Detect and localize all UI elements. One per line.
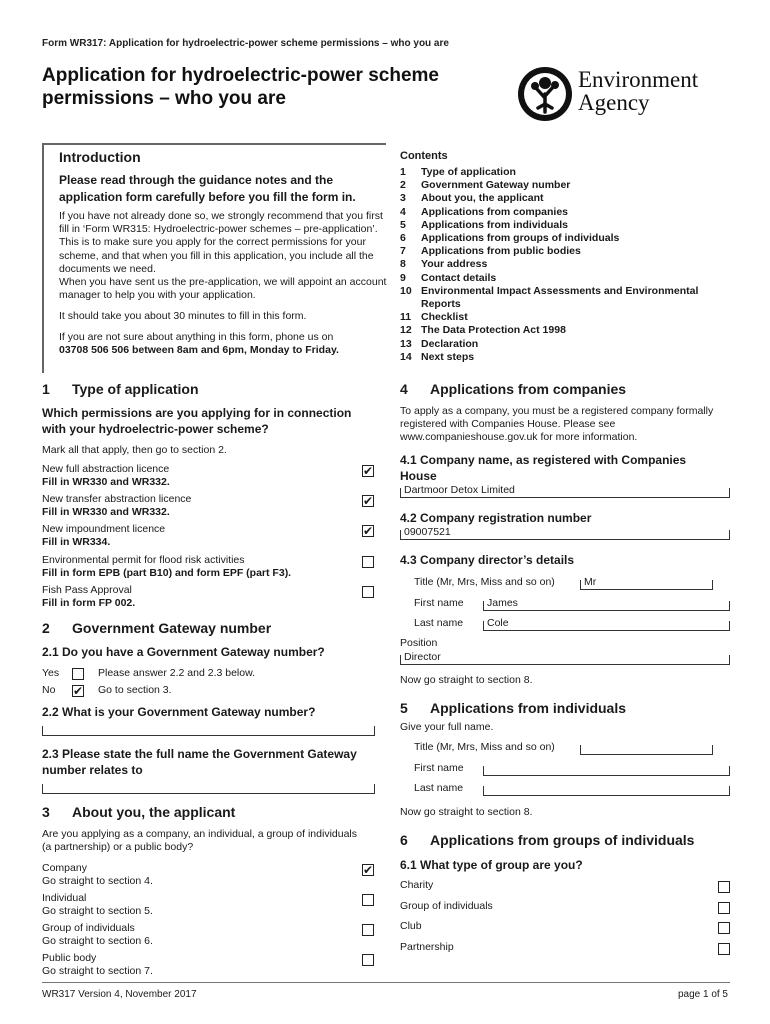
option-checkbox[interactable]: ✔ [362,863,374,877]
company-name-input[interactable] [400,484,730,498]
contents-item [400,245,730,258]
contents-item [400,285,730,311]
contents-item-title: Applications from public bodies [421,245,581,258]
option-checkbox[interactable] [718,902,730,914]
option-instruction: Go straight to section 4. [42,875,153,887]
contents-item [400,272,730,285]
director-last-name-value: Cole [487,617,509,629]
introduction-phone-note [59,331,389,357]
contents-item-number: 12 [400,324,412,337]
contents-item [400,351,730,364]
option-label: Club [400,920,422,932]
director-last-name-input[interactable] [483,617,730,631]
section-5-next-note: Now go straight to section 8. [400,806,533,818]
individual-title-label: Title (Mr, Mrs, Miss and so on) [414,741,555,753]
director-first-name-value: James [487,597,518,609]
yes-label: Yes [42,667,60,679]
option-label: Group of individuals [42,922,135,934]
contents-item-title: Your address [421,258,488,271]
contents-item-title: Applications from companies [421,205,569,218]
contents-item-title: About you, the applicant [421,192,544,205]
option-label: Charity [400,879,434,891]
contents-item-title: Applications from individuals [421,218,569,231]
gateway-full-name-input[interactable] [42,784,375,794]
contents-item [400,258,730,271]
section-3-question: Are you applying as a company, an individual, a group of individuals (a partnership) or a public body? [42,828,357,854]
director-title-input[interactable] [580,576,713,590]
question-4-2: 4.2 Company registration number [400,511,592,525]
option-checkbox[interactable] [362,924,374,936]
individual-first-name-input[interactable] [483,766,730,776]
contents-item-number: 1 [400,166,406,178]
section-title: Applications from companies [430,381,627,397]
page-title: Application for hydroelectric-power scheme permissions – who you are [42,65,439,109]
environment-agency-logo-icon [516,64,574,124]
option-checkbox[interactable] [362,556,374,568]
phone-number-hours: 03708 506 506 between 8am and 6pm, Monday to Friday. [59,344,339,357]
option-label: Individual [42,892,87,904]
option-checkbox[interactable]: ✔ [362,494,374,508]
section-4-next-note: Now go straight to section 8. [400,674,533,686]
option-checkbox[interactable] [362,586,374,598]
option-instruction: Fill in WR334. [42,536,111,548]
option-checkbox[interactable] [362,894,374,906]
contents-item-number: 2 [400,179,406,192]
contents-heading: Contents [400,150,448,162]
section-5-intro: Give your full name. [400,721,494,733]
option-label: Group of individuals [400,900,493,912]
logo-line2: Agency [578,90,650,115]
contents-item-number: 13 [400,337,412,350]
contents-item [400,179,730,192]
section-title: About you, the applicant [72,804,236,820]
individual-first-name-label: First name [414,762,464,774]
contents-item-number: 6 [400,232,406,245]
individual-last-name-label: Last name [414,782,464,794]
director-position-input[interactable] [400,651,730,665]
contents-item-number: 3 [400,192,406,205]
question-2-2: 2.2 What is your Government Gateway number? [42,705,316,719]
option-checkbox[interactable] [362,954,374,966]
contents-item-number: 4 [400,205,406,218]
section-title: Type of application [72,381,199,397]
option-checkbox[interactable] [718,943,730,955]
section-1-question: Which permissions are you applying for in connection with your hydroelectric-power scheme? [42,406,352,436]
contents-item-title: Contact details [421,271,497,284]
director-title-value: Mr [584,576,597,588]
section-number: 4 [400,381,408,397]
logo-line1: Environment [578,67,699,92]
phone-note-text: If you are not sure about anything in this form, phone us on [59,331,334,343]
contents-item-title: Applications from groups of individuals [421,232,620,245]
individual-title-input[interactable] [580,745,713,755]
section-title: Applications from individuals [430,700,627,716]
section-number: 2 [42,620,50,636]
section-number: 3 [42,804,50,820]
contents-item-title: Government Gateway number [421,179,571,192]
section-title: Government Gateway number [72,620,272,636]
contents-item-title: Next steps [421,350,475,363]
option-instruction: Fill in form EPB (part B10) and form EPF (part F3). [42,567,292,579]
option-label: Fish Pass Approval [42,584,132,596]
individual-last-name-input[interactable] [483,786,730,796]
introduction-paragraph-account-manager: When you have sent us the pre-application, we will appoint an account manager to help you with your application. [59,276,387,302]
option-checkbox[interactable] [718,881,730,893]
option-checkbox[interactable]: ✔ [362,464,374,478]
contents-item [400,192,730,205]
director-title-label: Title (Mr, Mrs, Miss and so on) [414,576,555,588]
contents-item-number: 14 [400,350,412,363]
section-1-note: Mark all that apply, then go to section 2. [42,444,227,456]
question-6-1: 6.1 What type of group are you? [400,858,583,872]
option-instruction: Fill in WR330 and WR332. [42,476,170,488]
contents-item-title: Declaration [421,337,479,350]
question-4-1: 4.1 Company name, as registered with Companies House [400,453,687,483]
yes-checkbox[interactable] [72,668,84,680]
form-reference-line: Form WR317: Application for hydroelectric-power scheme permissions – who you are [42,38,449,49]
question-2-3: 2.3 Please state the full name the Government Gateway number relates to [42,747,357,777]
option-instruction: Go straight to section 5. [42,905,153,917]
option-instruction: Fill in form FP 002. [42,597,136,609]
option-instruction: Go straight to section 7. [42,965,153,977]
no-label: No [42,684,56,696]
section-6-heading [400,832,694,848]
director-first-name-label: First name [414,597,464,609]
option-label: Partnership [400,941,454,953]
director-position-value: Director [404,651,441,663]
director-first-name-input[interactable] [483,597,730,611]
contents-item-number: 5 [400,218,406,231]
registration-number-value: 09007521 [404,526,451,538]
question-2-1: 2.1 Do you have a Government Gateway number? [42,645,325,659]
contents-item [400,166,730,179]
contents-item-number: 8 [400,258,406,271]
contents-item-number: 7 [400,245,406,258]
director-last-name-label: Last name [414,617,464,629]
contents-item-title: Checklist [421,311,468,324]
question-4-3: 4.3 Company director’s details [400,553,575,567]
section-2-heading [42,620,271,636]
introduction-time-note: It should take you about 30 minutes to fill in this form. [59,310,307,322]
contents-item-number: 10 [400,284,412,297]
option-label: Environmental permit for flood risk activities [42,554,245,566]
section-4-intro: To apply as a company, you must be a registered company formally registered with Companies House. Please see www.companieshouse.gov.uk for more information. [400,405,714,444]
contents-item [400,232,730,245]
environment-agency-wordmark [578,68,698,114]
gateway-number-input[interactable] [42,726,375,736]
footer-version: WR317 Version 4, November 2017 [42,989,197,1000]
section-number: 1 [42,381,50,397]
contents-item [400,338,730,351]
director-position-label: Position [400,637,438,649]
section-4-heading [400,381,626,397]
contents-list [400,166,730,364]
option-label: New impoundment licence [42,523,166,535]
option-checkbox[interactable]: ✔ [362,524,374,538]
introduction-bold-text: Please read through the guidance notes and the application form carefully before you fill the form in. [59,173,356,204]
section-title: Applications from groups of individuals [430,832,695,848]
section-3-heading [42,804,235,820]
section-5-heading [400,700,626,716]
section-number: 5 [400,700,408,716]
contents-item [400,324,730,337]
contents-item-title: Environmental Impact Assessments and Environmental Reports [421,284,699,311]
contents-item-number: 9 [400,271,406,284]
contents-item [400,311,730,324]
no-checkbox[interactable]: ✔ [72,684,84,698]
option-label: Public body [42,952,97,964]
company-registration-input[interactable] [400,526,730,540]
option-label: Company [42,862,87,874]
footer-page-number: page 1 of 5 [677,989,728,1000]
yes-note: Please answer 2.2 and 2.3 below. [98,667,256,679]
footer-divider [42,982,730,983]
contents-item-title: The Data Protection Act 1998 [421,324,566,337]
option-instruction: Fill in WR330 and WR332. [42,506,170,518]
contents-item [400,206,730,219]
contents-item-title: Type of application [421,166,516,178]
option-checkbox[interactable] [718,922,730,934]
introduction-heading: Introduction [59,149,141,165]
section-1-heading [42,381,199,397]
option-label: New transfer abstraction licence [42,493,192,505]
section-number: 6 [400,832,408,848]
introduction-paragraph: If you have not already done so, we strongly recommend that you first fill in ‘Form WR315: Hydroelectric-power schemes – pre-application’. This is to make sure you apply for the correct permissions for your scheme, and that when you fill in this application, you include all the documents we need. [59,210,383,275]
company-name-value: Dartmoor Detox Limited [404,484,515,496]
no-note: Go to section 3. [98,684,172,696]
contents-item-number: 11 [400,311,412,324]
option-instruction: Go straight to section 6. [42,935,153,947]
option-label: New full abstraction licence [42,463,170,475]
contents-item [400,219,730,232]
